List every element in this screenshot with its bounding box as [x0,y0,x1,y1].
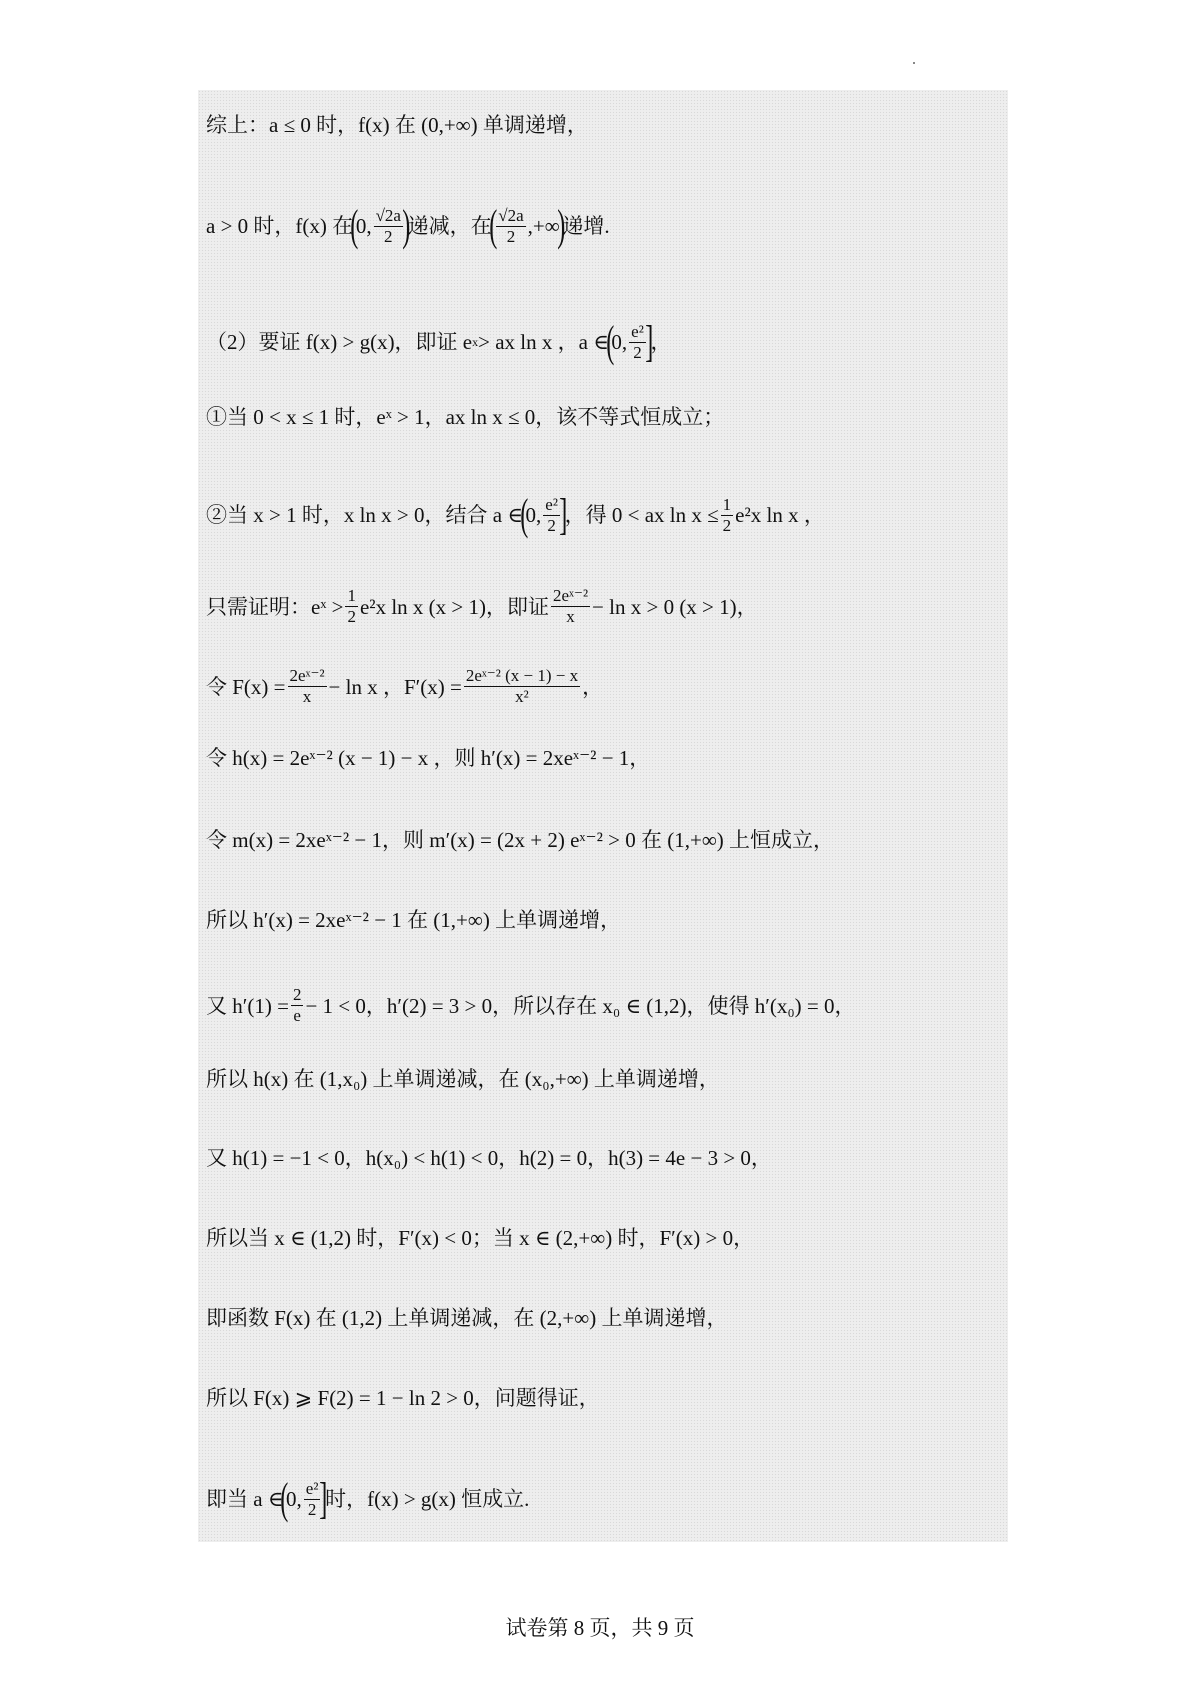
line-6-c: − ln x > 0 (x > 1)， [592,594,758,619]
line-2-e: 递增. [562,214,610,238]
line-13-text: 又 h(1) = −1 < 0，h(x₀) < h(1) < 0，h(2) = 0，h(3) = 4e − 3 > 0， [206,1146,772,1170]
line-1 [206,112,588,138]
line-5-d: e²x ln x ， [735,503,825,527]
line-17-a: 即当 a ∈ [206,1487,284,1511]
line-7-c: ， [582,674,604,699]
line-11-b: − 1 < 0，h′(2) = 3 > 0，所以存在 x₀ ∈ (1,2)，使得 h′(x₀) = 0， [305,993,856,1018]
frac-den: 2 [547,515,556,535]
line-17 [206,1474,530,1523]
frac-num: 2 [292,985,302,1004]
line-10-text: 所以 h′(x) = 2xeˣ⁻² − 1 在 (1,+∞) 上单调递增， [206,908,622,932]
line-12-text: 所以 h(x) 在 (1,x₀) 上单调递减，在 (x₀,+∞) 上单调递增， [206,1067,720,1091]
frac-num: e² [305,1478,319,1498]
paren-open: ( [606,317,615,366]
line-3-d: ， [650,330,672,354]
frac-F [288,666,327,707]
frac-sqrt2a-over-2 [374,206,403,247]
paren-close-2: ) [557,201,566,250]
frac-den: x [302,687,312,706]
line-2-d: ,+∞ [527,214,560,238]
paren-open: ( [350,201,359,250]
line-11-a: 又 h′(1) = [206,993,289,1018]
line-9 [206,827,834,853]
line-2-c: 递减，在 [407,214,492,238]
line-3-b: > ax ln x ，a ∈ [478,330,609,354]
line-15-text: 即函数 F(x) 在 (1,2) 上单调递减，在 (2,+∞) 上单调递增， [206,1306,728,1330]
line-6 [206,586,758,627]
line-5 [206,490,825,539]
frac-sqrt2a-over-2-b [496,206,525,247]
frac-num: √2a [498,205,524,225]
frac-num: 1 [347,586,356,605]
bracket-close: ] [559,490,568,539]
line-16 [206,1385,600,1411]
line-5-a: ②当 x > 1 时，x ln x > 0，结合 a ∈ [206,503,523,527]
frac-num: 1 [722,494,732,514]
line-10 [206,907,621,933]
frac-den: x [566,607,575,626]
line-14-text: 所以当 x ∈ (1,2) 时，F′(x) < 0；当 x ∈ (2,+∞) 时，F′(x) > 0， [206,1226,755,1250]
line-8-text: 令 h(x) = 2eˣ⁻² (x − 1) − x ，则 h′(x) = 2xeˣ⁻² − 1， [206,746,651,770]
line-6-b: e²x ln x (x > 1)，即证 [359,594,550,619]
frac-den: 2 [722,515,732,535]
line-7 [206,666,603,707]
line-8 [206,745,650,771]
paren-open-2: ( [488,201,497,250]
line-3-c: 0, [611,330,628,354]
page-footer: 试卷第 8 页，共 9 页 [505,1616,695,1640]
line-9-text: 令 m(x) = 2xeˣ⁻² − 1，则 m′(x) = (2x + 2) eˣ⁻² > 0 在 (1,+∞) 上恒成立， [206,828,835,852]
line-2-b: 0, [355,214,372,238]
line-17-c: 时，f(x) > g(x) 恒成立. [325,1487,530,1511]
frac-num: e² [631,321,644,341]
line-12 [206,1066,720,1092]
bracket-close: ] [645,317,654,366]
line-1-text: 综上：a ≤ 0 时，f(x) 在 (0,+∞) 单调递增， [206,113,588,137]
line-7-a: 令 F(x) = [206,674,286,699]
frac-den: 2 [506,226,516,246]
line-15 [206,1305,727,1331]
frac-num: √2a [375,205,401,225]
frac-num: e² [545,494,558,514]
line-6-a: 只需证明：eˣ > [206,594,344,619]
line-3: （2）要证 f(x) > g(x)，即证 e x > ax ln x ，a ∈ ( 0, $\frac{\text{e²}}{2}$ ] ， [206,317,672,366]
frac-num: 2eˣ⁻² [289,666,325,685]
frac-e2-over-2 [543,495,560,536]
paren-open: ( [280,1474,289,1523]
line-7-b: − ln x ，F′(x) = [328,674,462,699]
frac-den: 2 [384,226,393,246]
frac-den: 2 [633,342,642,362]
frac-F-prime [464,666,580,707]
line-4-text: ①当 0 < x ≤ 1 时，eˣ > 1，ax ln x ≤ 0，该不等式恒成立； [206,405,725,429]
frac-den: x² [515,687,529,706]
line-5-b: 0, [525,503,542,527]
line-11 [206,985,856,1026]
line-17-b: 0, [286,1487,302,1511]
frac-den: 2 [347,607,356,626]
line-2 [206,201,610,250]
line-14 [206,1225,754,1251]
paren-open: ( [520,490,529,539]
frac-num: 2eˣ⁻² (x − 1) − x [465,666,579,685]
paren-close: ) [402,201,411,250]
bracket-close: ] [319,1474,328,1523]
frac-2ex2-over-x [551,586,590,627]
scan-dot [913,62,915,64]
frac-num: 2eˣ⁻² [553,586,589,605]
line-4 [206,404,724,430]
frac-den: e [293,1006,301,1025]
line-5-c: ，得 0 < ax ln x ≤ [564,503,719,527]
line-16-text: 所以 F(x) ⩾ F(2) = 1 − ln 2 > 0，问题得证， [206,1386,600,1410]
frac-1-over-2 [721,495,734,536]
frac-2-over-e [291,985,304,1026]
frac-e2-over-2 [629,322,646,363]
frac-e2-over-2 [304,1479,321,1520]
line-13 [206,1145,772,1171]
line-2-a: a > 0 时，f(x) 在 [206,214,354,238]
frac-den: 2 [307,1499,317,1519]
frac-1-over-2 [345,586,358,627]
line-3-a: （2）要证 f(x) > g(x)，即证 e [206,330,473,354]
